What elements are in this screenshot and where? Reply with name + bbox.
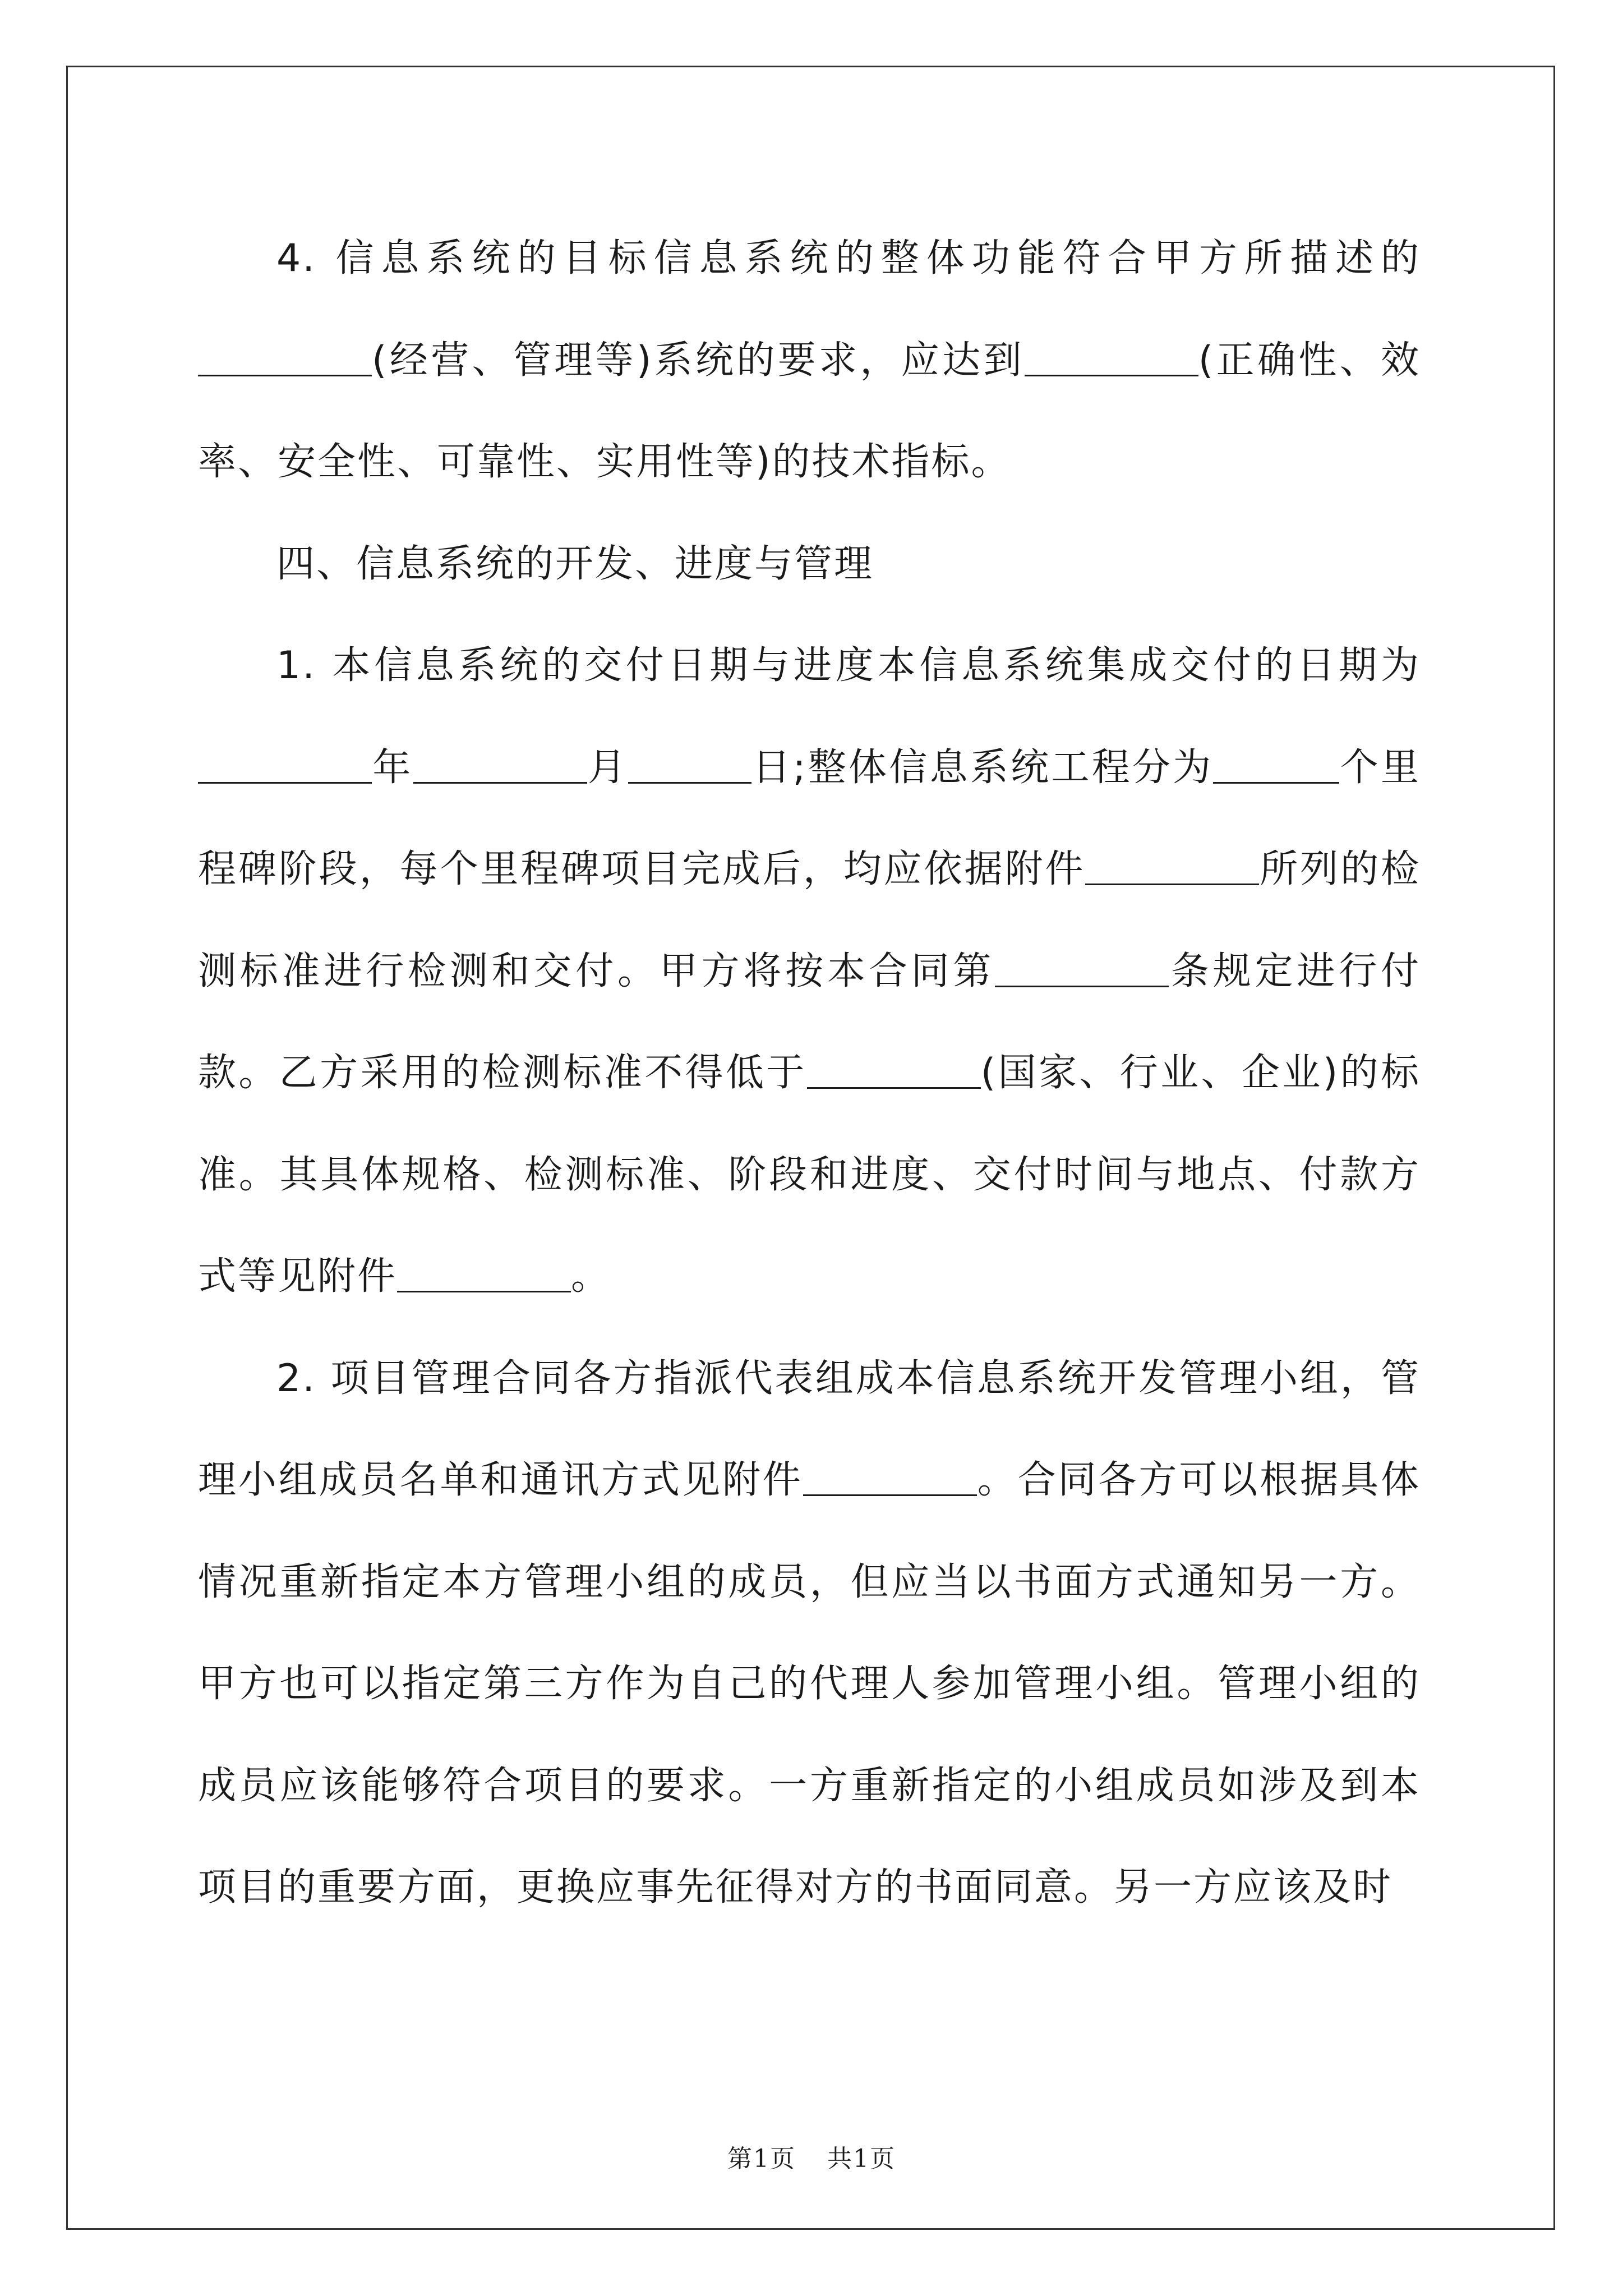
fill-in-blank: [995, 954, 1169, 987]
fill-in-blank: [803, 1463, 977, 1496]
fill-in-blank: [628, 751, 751, 784]
paragraph-p3: [198, 615, 1421, 1328]
fill-in-blank: [413, 751, 587, 784]
paragraph-p4: [198, 1328, 1421, 1939]
paragraph-text: (经营、管理等)系统的要求，应达到: [372, 338, 1025, 383]
page-number: 第1页: [727, 2145, 796, 2173]
paragraph-text: 所列的检测标准进行检测和交付。甲方将按本合同第: [198, 847, 1421, 993]
paragraph-text: 2. 项目管理合同各方指派代表组成本信息系统开发管理小组，管理小组成员名单和通讯方式见附件: [198, 1356, 1421, 1502]
fill-in-blank: [1025, 343, 1198, 376]
fill-in-blank: [1085, 852, 1259, 885]
paragraph-text: 。: [571, 1254, 611, 1299]
fill-in-blank: [198, 751, 372, 784]
paragraph-text: 年: [372, 745, 413, 790]
paragraph-text: 四、信息系统的开发、进度与管理: [276, 541, 874, 586]
fill-in-blank: [198, 343, 372, 376]
page-footer: [0, 2138, 1623, 2174]
paragraph-text: 日;整体信息系统工程分为: [751, 745, 1214, 790]
paragraph-p2: [198, 513, 1421, 615]
paragraph-p1: [198, 208, 1421, 513]
paragraph-text: 个里程碑阶段，每个里程碑项目完成后，均应依据附件: [198, 745, 1421, 891]
document-body: [198, 208, 1421, 1939]
paragraph-text: 条规定进行付款。乙方采用的检测标准不得低于: [198, 949, 1421, 1095]
page-total: 共1页: [827, 2145, 896, 2173]
fill-in-blank: [1213, 751, 1339, 784]
paragraph-text: 1. 本信息系统的交付日期与进度本信息系统集成交付的日期为: [276, 643, 1421, 688]
paragraph-text: 4. 信息系统的目标信息系统的整体功能符合甲方所描述的: [276, 236, 1421, 280]
paragraph-text: (正确性、效率、安全性、可靠性、实用性等)的技术指标。: [198, 338, 1421, 484]
fill-in-blank: [397, 1259, 571, 1292]
paragraph-text: 。合同各方可以根据具体情况重新指定本方管理小组的成员，但应当以书面方式通知另一方。甲方也可以指定第三方作为自己的代理人参加管理小组。管理小组的成员应该能够符合项目的要求。一方重新指定的小组成员如涉及到本项目的重要方面，更换应事先征得对方的书面同意。另一方应该及时: [198, 1458, 1421, 1910]
paragraph-text: 月: [587, 745, 629, 790]
paragraph-text: (国家、行业、企业)的标准。其具体规格、检测标准、阶段和进度、交付时间与地点、付款方式等见附件: [198, 1051, 1421, 1299]
fill-in-blank: [807, 1056, 981, 1089]
